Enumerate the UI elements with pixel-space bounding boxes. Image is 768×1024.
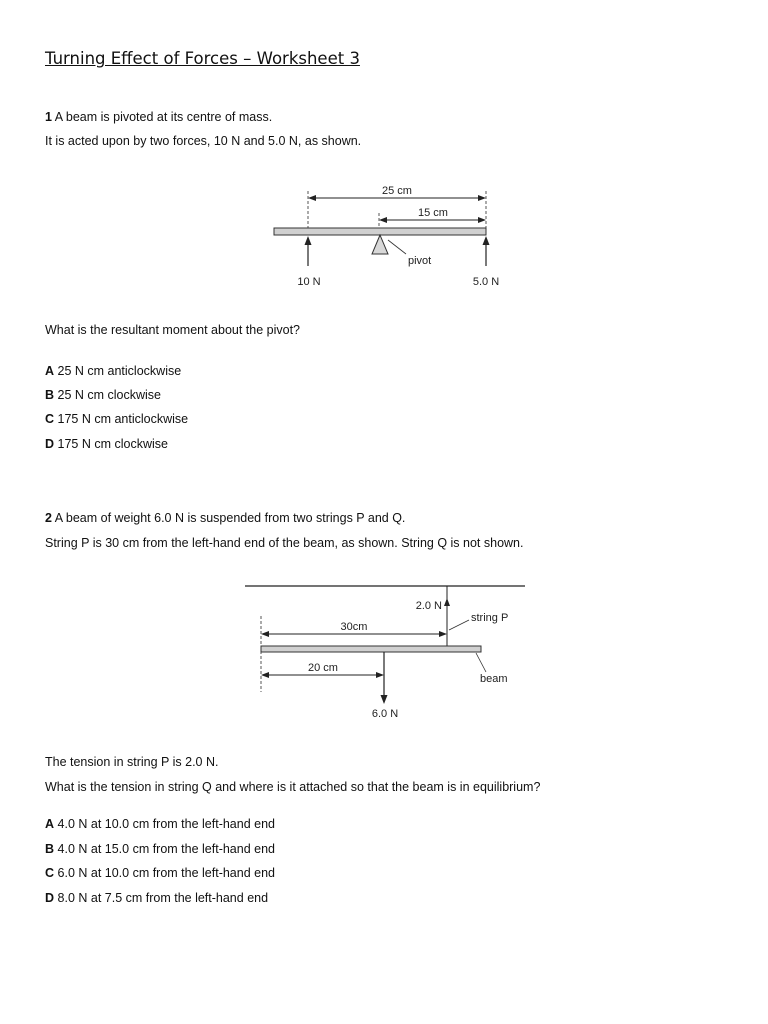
q2-string-label: string P (471, 612, 509, 624)
q1-option-c-text: 175 N cm anticlockwise (57, 412, 189, 426)
q1-option-a-text: 25 N cm anticlockwise (57, 364, 182, 378)
q1-option-b-letter: B (45, 388, 55, 402)
q2-option-c-text: 6.0 N at 10.0 cm from the left-hand end (57, 866, 275, 880)
q1-text-2: It is acted upon by two forces, 10 N and 5.0 N, as shown. (45, 134, 362, 148)
q1-text-1: A beam is pivoted at its centre of mass. (54, 110, 273, 124)
q1-option-a-letter: A (45, 364, 55, 378)
q2-option-b-letter: B (45, 842, 55, 856)
q2-option-b-text: 4.0 N at 15.0 cm from the left-hand end (57, 842, 275, 856)
q1-pivot-label: pivot (408, 255, 432, 267)
q2-option-a[interactable] (45, 816, 275, 832)
q2-text-2: String P is 30 cm from the left-hand end of the beam, as shown. String Q is not shown. (45, 536, 524, 550)
q2-option-d[interactable] (45, 890, 268, 906)
q1-force-right: 5.0 N (472, 276, 500, 288)
q1-dim-25: 25 cm (382, 185, 412, 197)
q2-text-1: A beam of weight 6.0 N is suspended from two strings P and Q. (54, 511, 406, 525)
q1-number: 1 (45, 110, 52, 124)
q2-statement: The tension in string P is 2.0 N. (45, 755, 219, 769)
q2-question: What is the tension in string Q and where is it attached so that the beam is in equilibrium? (45, 780, 541, 794)
q2-dim-20: 20 cm (308, 662, 338, 674)
q2-dim-30: 30cm (340, 621, 368, 633)
q1-option-d-text: 175 N cm clockwise (57, 437, 168, 451)
q2-option-d-text: 8.0 N at 7.5 cm from the left-hand end (57, 891, 269, 905)
q1-option-c-letter: C (45, 412, 55, 426)
q1-option-b-text: 25 N cm clockwise (57, 388, 162, 402)
q1-option-d-letter: D (45, 437, 55, 451)
q2-number: 2 (45, 511, 52, 525)
q2-option-d-letter: D (45, 891, 55, 905)
q2-beam (261, 646, 481, 652)
q2-option-b[interactable] (45, 841, 275, 857)
worksheet-title: Turning Effect of Forces – Worksheet 3 (45, 49, 360, 68)
q2-option-c-letter: C (45, 866, 55, 880)
q1-force-left: 10 N (297, 276, 321, 288)
q1-question: What is the resultant moment about the pivot? (45, 323, 300, 337)
q2-beam-label: beam (480, 673, 508, 685)
q2-weight-label: 6.0 N (371, 708, 399, 720)
q2-option-a-text: 4.0 N at 10.0 cm from the left-hand end (57, 817, 275, 831)
q1-dim-15: 15 cm (418, 207, 448, 219)
q2-option-a-letter: A (45, 817, 55, 831)
q2-tension-label: 2.0 N (415, 600, 442, 612)
q2-option-c[interactable] (45, 865, 275, 881)
